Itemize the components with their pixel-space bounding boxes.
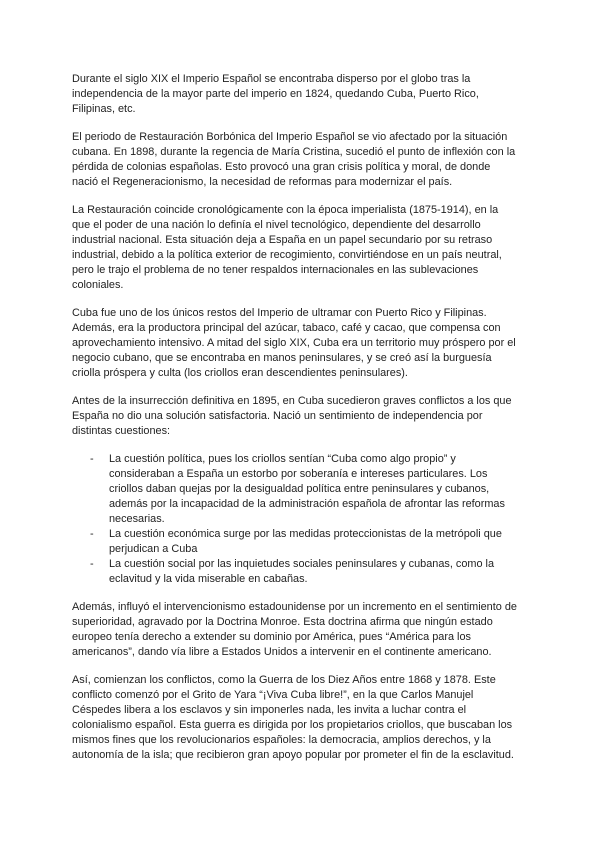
text-line: Filipinas, etc.	[72, 103, 136, 115]
text-line: consideraban a España un estorbo por soberanía e intereses particulares. Los	[109, 468, 488, 480]
text-line: autonomía de la isla; que recibieron gran apoyo popular por prometer el fin de la esclavitud.	[72, 749, 514, 761]
text-line: nació el Regeneracionismo, la necesidad de reformas para modernizar el país.	[72, 176, 453, 188]
paragraph	[72, 72, 542, 117]
text-line: eclavitud y la vida miserable en cabañas.	[109, 573, 308, 585]
text-line: España no dio una solución satisfactoria. Nació un sentimiento de independencia por	[72, 410, 483, 422]
text-line: La cuestión económica surge por las medidas proteccionistas de la metrópoli que	[109, 528, 502, 540]
text-line: necesarias.	[109, 513, 165, 525]
list-item	[72, 452, 542, 527]
text-line: Así, comienzan los conflictos, como la Guerra de los Diez Años entre 1868 y 1878. Este	[72, 674, 496, 686]
list-item	[72, 557, 542, 587]
text-line: Además, era la productora principal del azúcar, tabaco, café y cacao, que compensa con	[72, 322, 501, 334]
text-line: criolla próspera y culta (los criollos eran descendientes peninsulares).	[72, 367, 408, 379]
text-line: perjudican a Cuba	[109, 543, 198, 555]
text-line: pero le trajo el problema de no tener respaldos internacionales en las sublevaciones	[72, 264, 479, 276]
text-line: distintas cuestiones:	[72, 425, 171, 437]
paragraph	[72, 600, 542, 660]
text-line: cubana. En 1898, durante la regencia de María Cristina, sucedió el punto de inflexión con la	[72, 146, 516, 158]
text-line: La Restauración coincide cronológicamente con la época imperialista (1875-1914), en la	[72, 204, 499, 216]
text-line: europeo tenía derecho a extender su dominio por América, pues “América para los	[72, 631, 471, 643]
text-line: colonialismo español. Esta guerra es dirigida por los propietarios criollos, que buscaban los	[72, 719, 513, 731]
paragraph	[72, 394, 542, 439]
text-line: que el poder de una nación lo definía el nivel tecnológico, dependiente del desarrollo	[72, 219, 481, 231]
text-line: La cuestión política, pues los criollos sentían “Cuba como algo propio” y	[109, 453, 456, 465]
text-line: industrial, debido a la política exterior de recogimiento, convirtiéndose en un país neutral,	[72, 249, 502, 261]
bullet-dash: -	[90, 453, 94, 465]
paragraph	[72, 306, 542, 381]
text-line: independencia de la mayor parte del imperio en 1824, quedando Cuba, Puerto Rico,	[72, 88, 479, 100]
text-line: mismos fines que los revolucionarios españoles: la democracia, amplios derechos, y la	[72, 734, 491, 746]
text-line: superioridad, agravado por la Doctrina Monroe. Esta doctrina afirma que ningún estado	[72, 616, 493, 628]
text-line: además por la incapacidad de la administración española de afrontar las reformas	[109, 498, 505, 510]
text-line: coloniales.	[72, 279, 124, 291]
text-line: conflicto comenzó por el Grito de Yara “¡Viva Cuba libre!”, en la que Carlos Manujel	[72, 689, 474, 701]
text-line: El periodo de Restauración Borbónica del Imperio Español se vio afectado por la situación	[72, 131, 508, 143]
bullet-dash: -	[90, 558, 94, 570]
text-line: pérdida de colonias españolas. Esto provocó una gran crisis política y moral, de donde	[72, 161, 491, 173]
bullet-list	[72, 452, 542, 587]
text-line: La cuestión social por las inquietudes sociales peninsulares y cubanas, como la	[109, 558, 495, 570]
text-line: aprovechamiento intensivo. A mitad del siglo XIX, Cuba era un territorio muy próspero por el	[72, 337, 516, 349]
text-line: Durante el siglo XIX el Imperio Español se encontraba disperso por el globo tras la	[72, 73, 471, 85]
text-line: criollos daban quejas por la desigualdad política entre peninsulares y cubanos,	[109, 483, 490, 495]
paragraph	[72, 673, 542, 763]
text-line: americanos”, dando vía libre a Estados Unidos a intervenir en el continente americano.	[72, 646, 492, 658]
text-line: Antes de la insurrección definitiva en 1895, en Cuba sucedieron graves conflictos a los que	[72, 395, 512, 407]
list-item	[72, 527, 542, 557]
text-line: negocio cubano, que se encontraba en manos peninsulares, y se creó así la burguesía	[72, 352, 492, 364]
text-line: Céspedes libera a los esclavos y sin imponerles nada, les invita a luchar contra el	[72, 704, 467, 716]
text-line: Cuba fue uno de los únicos restos del Imperio de ultramar con Puerto Rico y Filipinas.	[72, 307, 487, 319]
paragraph	[72, 203, 542, 293]
text-line: Además, influyó el intervencionismo estadounidense por un incremento en el sentimiento de	[72, 601, 517, 613]
text-line: industrial nacional. Esta situación deja a España en un papel secundario por su retraso	[72, 234, 493, 246]
paragraph	[72, 130, 542, 190]
document-page	[72, 72, 542, 776]
bullet-dash: -	[90, 528, 94, 540]
